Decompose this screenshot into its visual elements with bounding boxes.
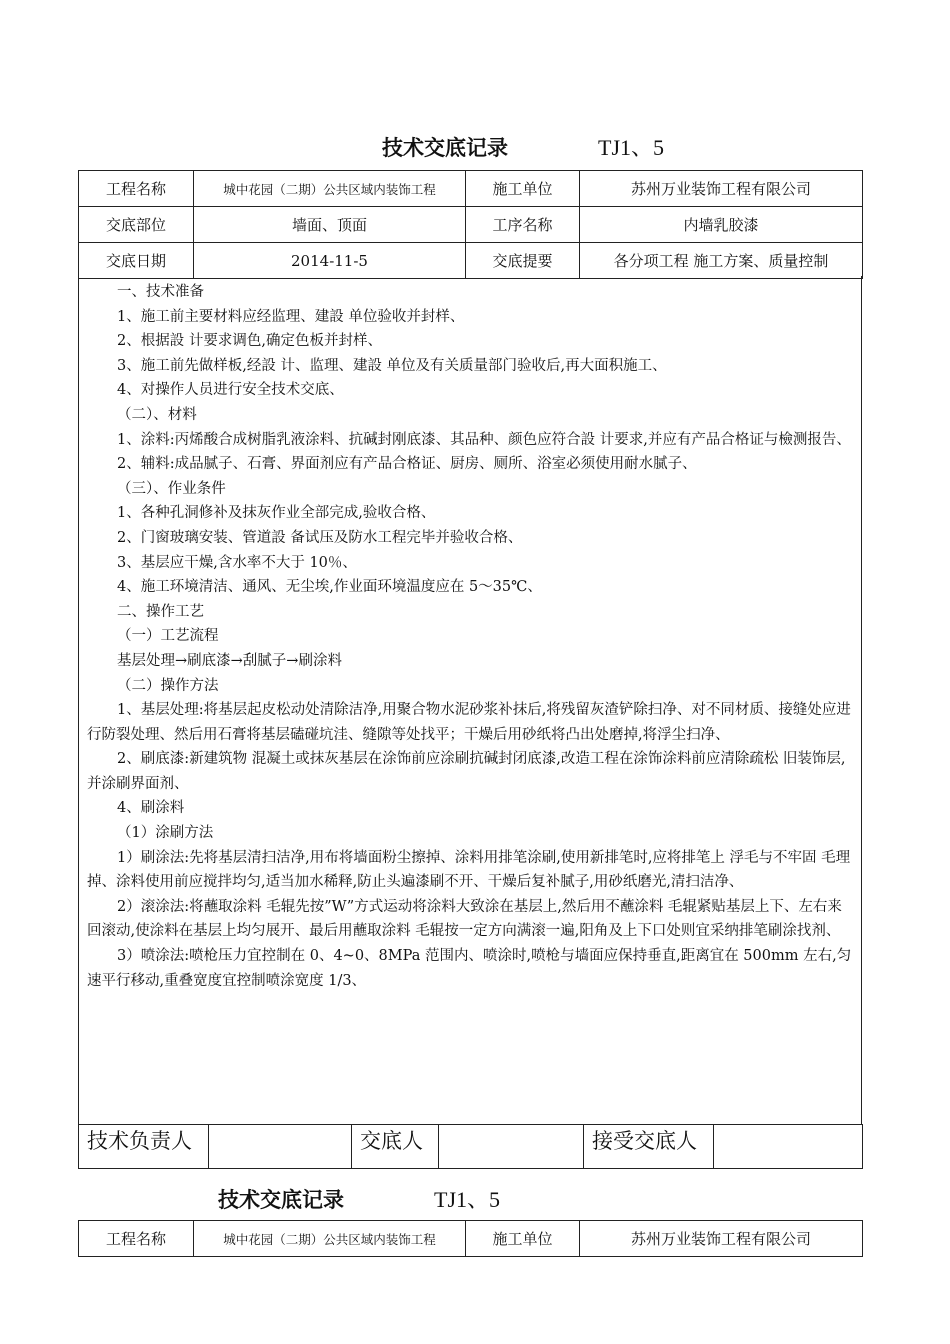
cell-label: 交底部位 <box>79 207 194 243</box>
discloser-label: 交底人 <box>352 1125 439 1169</box>
section-heading: （一）工艺流程 <box>117 628 219 645</box>
paragraph: 1）刷涂法:先将基层清扫洁净,用布将墙面粉尘擦掉、涂料用排笔涂刷,使用新排笔时,应将排笔上 浮毛与不牢固 毛理掉、涂料使用前应搅拌均匀,适当加水稀释,防止头遍漆刷不开、干燥后复补腻子,用砂纸磨光,清扫洁净、 <box>87 849 851 891</box>
construction-company: 苏州万业装饰工程有限公司 <box>580 171 863 207</box>
paragraph: 2、门窗玻璃安装、管道設 备试压及防水工程完毕并验收合格、 <box>117 529 523 546</box>
record-title: 技术交底记录 <box>382 135 508 160</box>
paragraph: 2、辅料:成品腻子、石膏、界面剂应有产品合格证、厨房、厕所、浴室必须使用耐水腻子、 <box>117 456 697 473</box>
section-heading: （三）、作业条件 <box>117 480 226 497</box>
paragraph: 3）喷涂法:喷枪压力宜控制在 0、4~0、8MPa 范围内、喷涂时,喷枪与墙面应保持垂直,距离宜在 500mm 左右,匀速平行移动,重叠宽度宜控制喷涂宽度 1/3、 <box>87 948 852 989</box>
table-row <box>79 207 863 243</box>
paragraph: 基层处理→刷底漆→刮腻子→刷涂料 <box>117 652 342 669</box>
paragraph: 4、对操作人员进行安全技术交底、 <box>117 382 344 399</box>
section-heading: （二）操作方法 <box>117 677 219 694</box>
project-name: 城中花园（二期）公共区域内装饰工程 <box>194 1221 466 1257</box>
table-row <box>79 171 863 207</box>
paragraph: 2、根据設 计要求调色,确定色板并封样、 <box>117 333 382 350</box>
paragraph: 2、刷底漆:新建筑物 混凝土或抹灰基层在涂饰前应涂刷抗碱封闭底漆,改造工程在涂饰涂料前应清除疏松 旧装饰层,并涂刷界面剂、 <box>87 751 846 792</box>
disclosure-location: 墙面、顶面 <box>194 207 466 243</box>
paragraph: 1、施工前主要材料应经监理、建設 单位验收并封样、 <box>117 308 465 325</box>
signature-table <box>78 1124 863 1169</box>
section-heading: 一、技术准备 <box>117 284 204 300</box>
cell-label: 交底提要 <box>466 243 580 279</box>
paragraph: 3、施工前先做样板,经設 计、监理、建設 单位及有关质量部门验收后,再大面积施工、 <box>117 357 667 374</box>
paragraph: 3、基层应干燥,含水率不大于 10％、 <box>117 554 357 571</box>
cell-label: 施工单位 <box>466 171 580 207</box>
section-heading: （二）、材料 <box>117 406 197 423</box>
record-code: TJ1、5 <box>598 135 665 160</box>
recipient-signature[interactable] <box>714 1125 863 1169</box>
process-name: 内墙乳胶漆 <box>580 207 863 243</box>
cell-label: 工程名称 <box>79 171 194 207</box>
discloser-signature[interactable] <box>439 1125 584 1169</box>
disclosure-date: 2014-11-5 <box>194 243 466 279</box>
section-heading: 二、操作工艺 <box>117 603 204 620</box>
record-code: TJ1、5 <box>434 1187 501 1212</box>
table-row <box>79 1221 863 1257</box>
paragraph: 1、基层处理:将基层起皮松动处清除洁净,用聚合物水泥砂浆补抹后,将残留灰渣铲除扫净、对不同材质、接缝处应进行防裂处理、然后用石膏将基层磕碰坑洼、缝隙等处找平；干燥后用砂纸将凸出处磨掉,将浮尘扫净、 <box>87 702 851 743</box>
info-table <box>78 1220 863 1257</box>
info-table <box>78 170 863 279</box>
table-row <box>79 1125 863 1169</box>
cell-label: 施工单位 <box>466 1221 580 1257</box>
cell-label: 工序名称 <box>466 207 580 243</box>
technical-lead-signature[interactable] <box>209 1125 352 1169</box>
paragraph: 2）滚涂法:将蘸取涂料 毛辊先按”W”方式运动将涂料大致涂在基层上,然后用不蘸涂料 毛辊紧贴基层上下、左右来回滚动,使涂料在基层上均匀展开、最后用蘸取涂料 毛辊按一定方向满滚一遍,阳角及上下口处则宜采纳排笔刷涂找剂、 <box>87 898 842 940</box>
cell-label: 工程名称 <box>79 1221 194 1257</box>
paragraph: 1、各种孔洞修补及抹灰作业全部完成,验收合格、 <box>117 505 436 522</box>
project-name: 城中花园（二期）公共区域内装饰工程 <box>194 171 466 207</box>
section-heading: （1）涂刷方法 <box>117 825 214 842</box>
recipient-label: 接受交底人 <box>584 1125 714 1169</box>
record-title: 技术交底记录 <box>218 1187 344 1212</box>
cell-label: 交底日期 <box>79 243 194 279</box>
disclosure-content <box>78 276 862 1124</box>
technical-lead-label: 技术负责人 <box>79 1125 209 1169</box>
disclosure-summary: 各分项工程 施工方案、质量控制 <box>580 243 863 279</box>
paragraph: 4、刷涂料 <box>117 800 185 817</box>
paragraph: 4、施工环境清洁、通风、无尘埃,作业面环境温度应在 5～35℃、 <box>117 579 542 596</box>
table-row <box>79 243 863 279</box>
paragraph: 1、涂料:丙烯酸合成树脂乳液涂料、抗碱封刚底漆、其品种、颜色应符合設 计要求,并应有产品合格证与檢测报告、 <box>117 431 851 448</box>
construction-company: 苏州万业装饰工程有限公司 <box>580 1221 863 1257</box>
